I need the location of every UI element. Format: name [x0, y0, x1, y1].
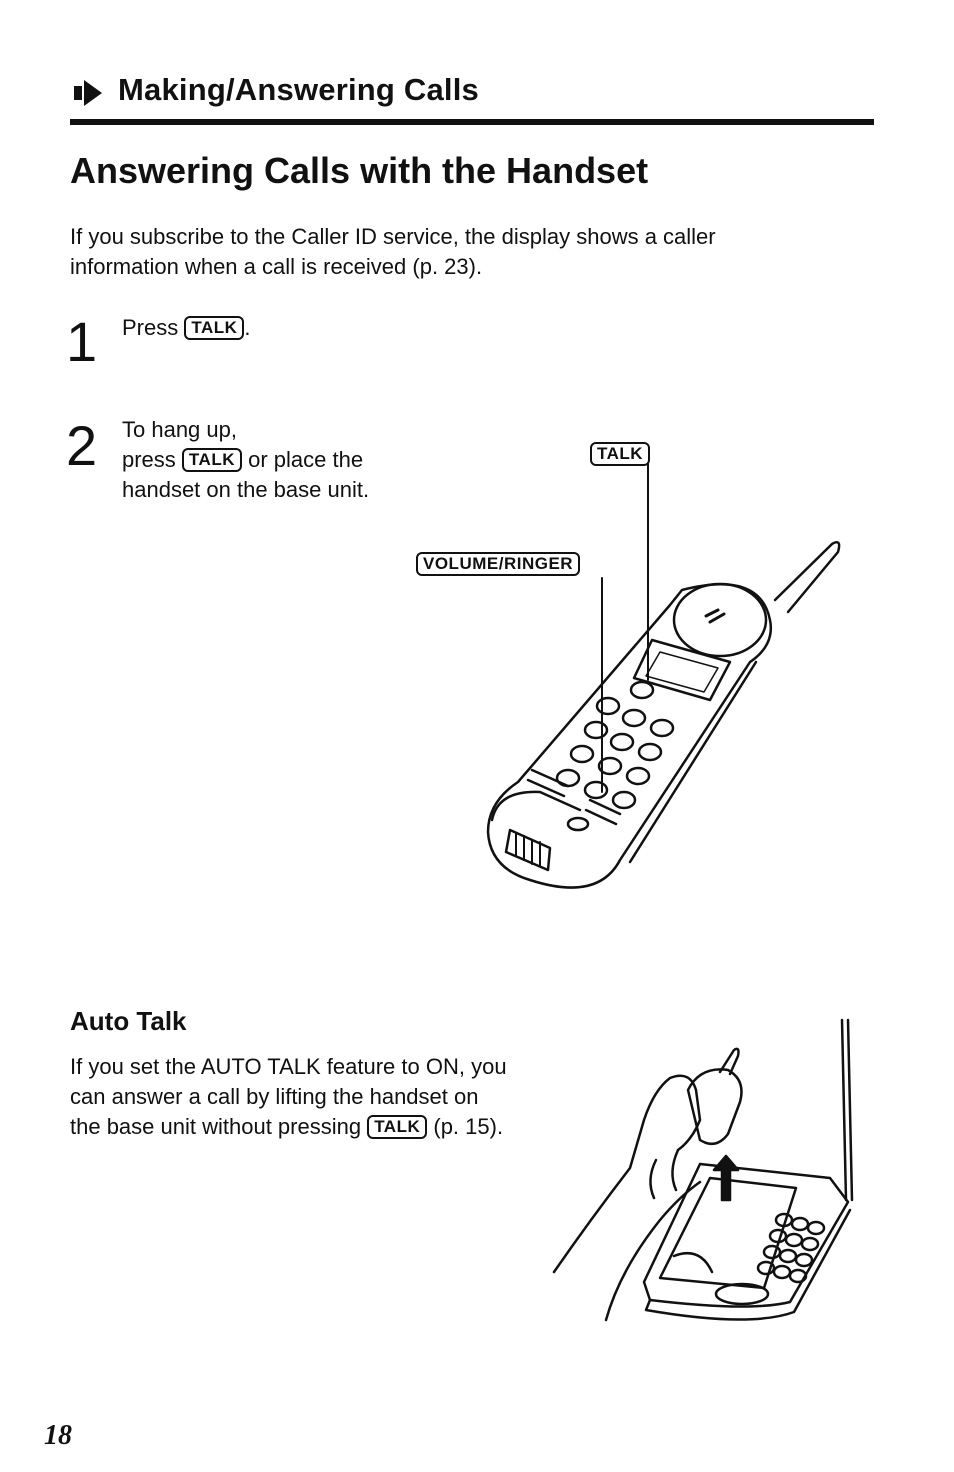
step-1-number: 1 [66, 310, 98, 373]
handset-illustration [470, 530, 870, 920]
step-1-text-after: . [244, 315, 251, 340]
step-2-line-2 [122, 445, 369, 475]
step-1-text-before: Press [122, 315, 185, 340]
auto-talk-text-before: If you set the AUTO TALK feature to ON, you can answer a call by lifting the handset on the base unit without pressing [70, 1054, 507, 1139]
page-number: 18 [44, 1420, 72, 1451]
step-1-text [122, 313, 251, 343]
section-header [70, 68, 874, 124]
section-divider [70, 119, 874, 125]
intro-paragraph: If you subscribe to the Caller ID service, the display shows a caller information when a call is received (p. 23). [70, 224, 716, 279]
auto-talk-text [70, 1052, 510, 1142]
arrow-right-icon [72, 78, 104, 108]
auto-talk-title: Auto Talk [70, 1006, 187, 1036]
step-2-number: 2 [66, 414, 98, 477]
talk-callout [590, 442, 650, 466]
step-2-text [122, 415, 369, 505]
auto-talk-text-after: (p. 15). [427, 1114, 504, 1139]
talk-key: TALK [184, 316, 244, 340]
step-2-line-3: handset on the base unit. [122, 477, 370, 502]
step-2-line-2-after: or place the [241, 447, 364, 472]
talk-callout-key: TALK [590, 442, 650, 466]
talk-key: TALK [367, 1115, 427, 1139]
page-title: Answering Calls with the Handset [70, 150, 649, 191]
talk-key: TALK [182, 448, 242, 472]
step-2-line-2-before: press [122, 447, 182, 472]
section-title: Making/Answering Calls [118, 72, 479, 107]
volume-ringer-callout-key: VOLUME/RINGER [416, 552, 580, 576]
hand-lifting-handset-illustration [550, 1010, 870, 1330]
step-2-line-1: To hang up, [122, 417, 237, 442]
